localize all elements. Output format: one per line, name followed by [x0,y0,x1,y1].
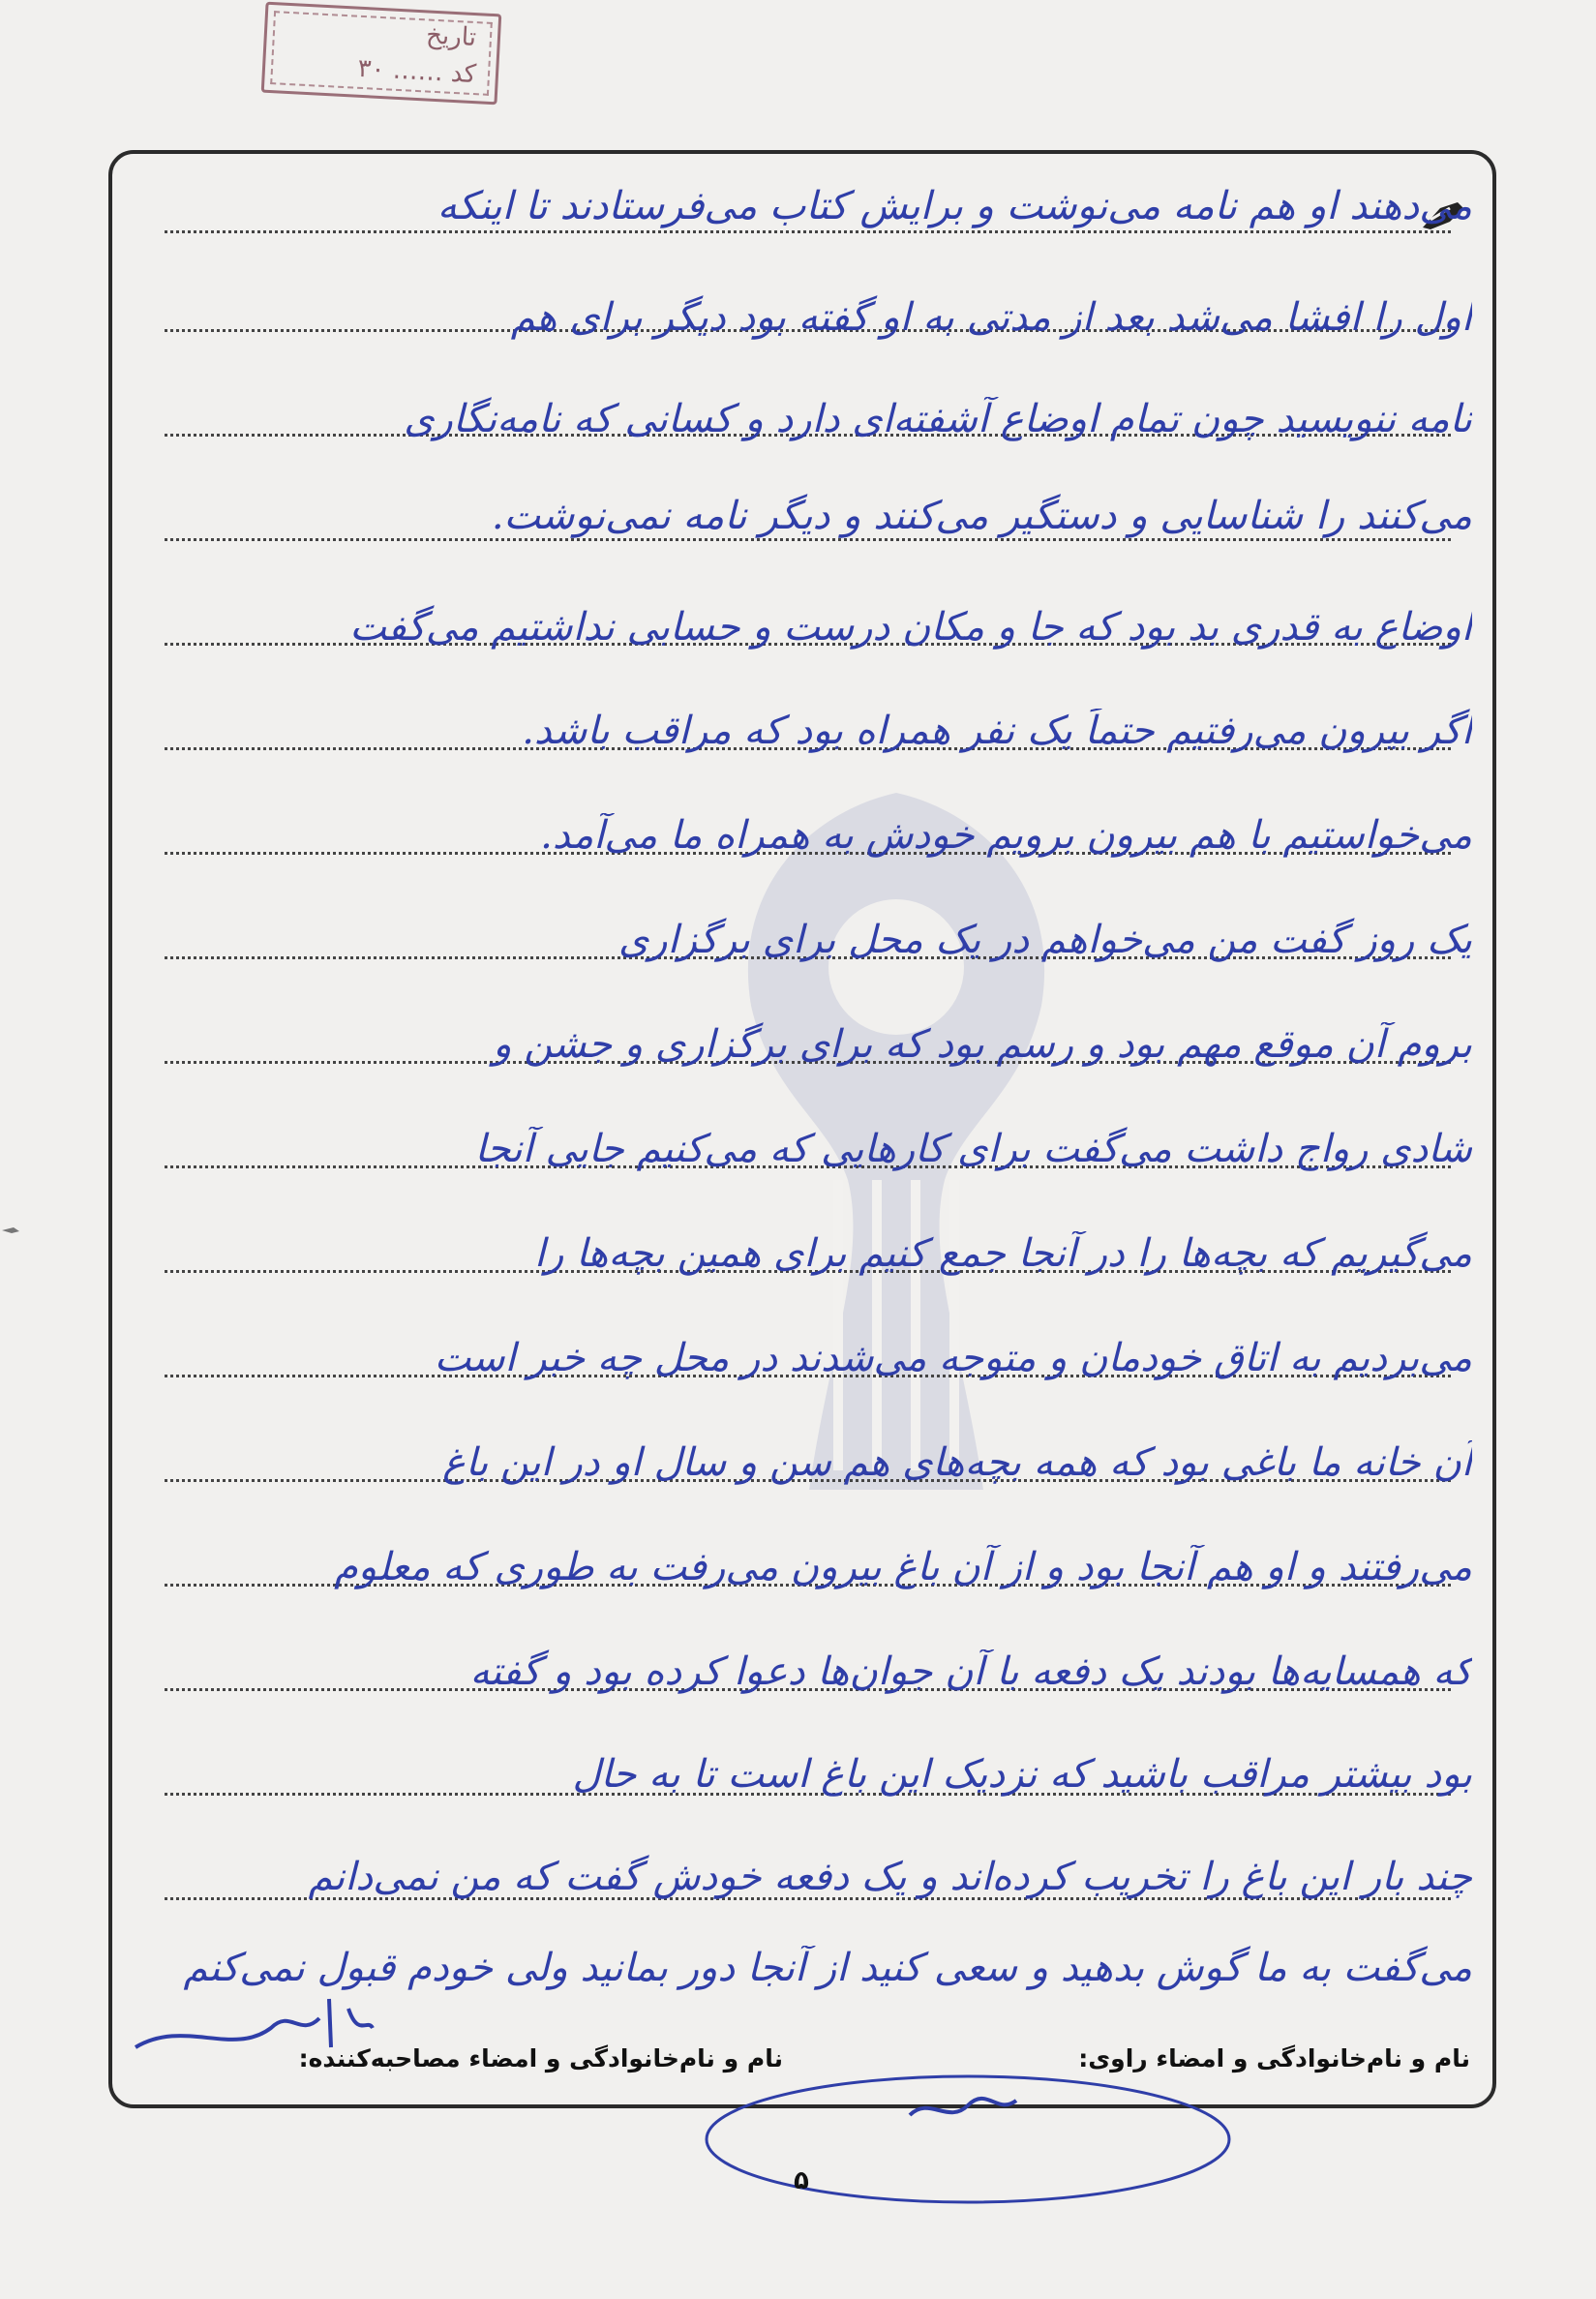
handwritten-line: که همسایه‌ها بودند یک دفعه با آن جوان‌ها دعوا کرده بود و گفته [469,1649,1472,1694]
handwritten-line: می‌رفتند و او هم آنجا بود و از آن باغ بیرون می‌رفت به طوری که معلوم [334,1545,1472,1589]
ruled-line [165,538,1451,541]
page-number: ۵ [794,2166,809,2195]
handwritten-line: شادی رواج داشت می‌گفت برای کارهایی که می‌کنیم جایی آنجا [474,1127,1472,1171]
interviewer-signature [658,2057,1239,2212]
handwritten-line: آن خانه ما باغی بود که همه بچه‌های هم سن و سال او در این باغ [442,1440,1472,1485]
handwritten-line: یک روز گفت من می‌خواهم در یک محل برای برگزاری [617,918,1472,962]
narrator-signature-label: نام و نام‌خانوادگی و امضاء راوی: [1078,2044,1470,2072]
handwritten-line: چند بار این باغ را تخریب کرده‌اند و یک دفعه خودش گفت که من نمی‌دانم [308,1855,1472,1899]
archive-stamp [261,2,502,106]
handwritten-line: اوضاع به قدری بد بود که جا و مکان درست و حسابی نداشتیم می‌گفت [349,605,1472,650]
handwritten-line: بروم آن موقع مهم بود و رسم بود که برای برگزاری و جشن و [493,1022,1472,1067]
handwritten-line: می‌گفت به ما گوش بدهید و سعی کنید از آنجا دور بمانید ولی خودم قبول نمی‌کنم [183,1946,1472,1990]
handwritten-line: می‌کنند را شناسایی و دستگیر می‌کنند و دیگر نامه نمی‌نوشت. [491,494,1472,538]
stamp-line-1: تاریخ [425,20,477,53]
handwritten-line: می‌بردیم به اتاق خودمان و متوجه می‌شدند در محل چه خبر است [434,1336,1472,1380]
handwritten-line: اول را افشا می‌شد بعد از مدتی به او گفته بود دیگر برای هم [510,295,1472,340]
handwritten-line: نامه ننویسید چون تمام اوضاع آشفته‌ای دارد و کسانی که نامه‌نگاری [404,397,1472,441]
speck-mark [0,1222,21,1235]
handwritten-line: بود بیشتر مراقب باشید که نزدیک این باغ است تا به حال [572,1752,1472,1797]
handwritten-line: اگر بیرون می‌رفتیم حتماً یک نفر همراه بود که مراقب باشد. [522,709,1472,753]
ruled-line [165,230,1451,233]
handwritten-line: می‌دهند او هم نامه می‌نوشت و برایش کتاب می‌فرستادند تا اینکه [437,184,1472,228]
stamp-line-2: کد …… ۳۰ [356,53,477,90]
interviewer-signature-label: نام و نام‌خانوادگی و امضاء مصاحبه‌کننده: [298,2044,783,2072]
handwritten-line: می‌خواستیم با هم بیرون برویم خودش به همراه ما می‌آمد. [540,813,1472,858]
handwritten-line: می‌گیریم که بچه‌ها را در آنجا جمع کنیم برای همین بچه‌ها را [534,1231,1472,1276]
narrator-signature [126,1980,377,2067]
